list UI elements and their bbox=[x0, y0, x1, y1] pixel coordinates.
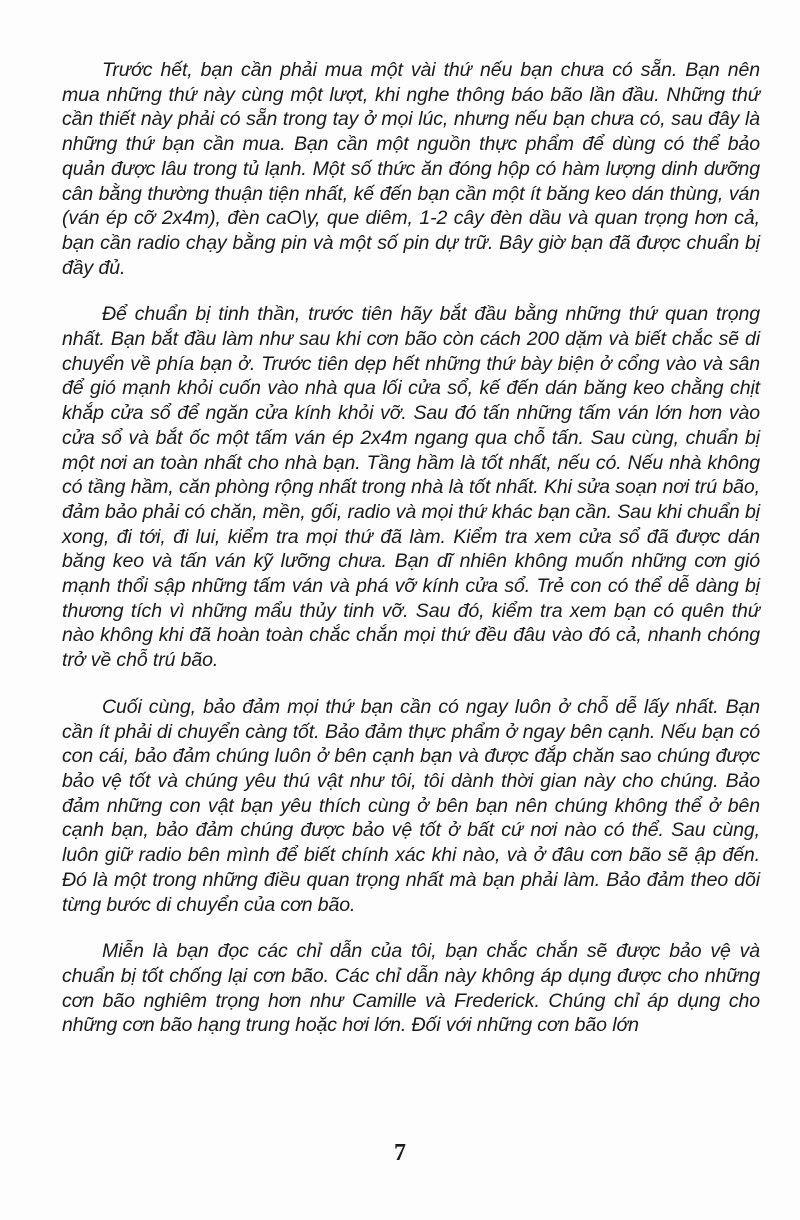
page-number: 7 bbox=[394, 1140, 406, 1166]
paragraph-1: Trước hết, bạn cần phải mua một vài thứ nếu bạn chưa có sẵn. Bạn nên mua những thứ này cùng một lượt, khi nghe thông báo bão lần đầu. Những thứ cần thiết này phải có sẵn trong tay ở mọi lúc, nhưng nếu bạn chưa có, sau đây là những thứ bạn cần mua. Bạn cần một nguồn thực phẩm để dùng có thể bảo quản được lâu trong tủ lạnh. Một số thức ăn đóng hộp có hàm lượng dinh dưỡng cân bằng thường thuận tiện nhất, kế đến bạn cần một ít băng keo dán thùng, ván (ván ép cỡ 2x4m), đèn caO\y, que diêm, 1-2 cây đèn dầu và quan trọng hơn cả, bạn cần radio chạy bằng pin và một số pin dự trữ. Bây giờ bạn đã được chuẩn bị đầy đủ. bbox=[62, 59, 760, 279]
page-body bbox=[62, 58, 760, 1060]
paragraph-3: Cuối cùng, bảo đảm mọi thứ bạn cần có ngay luôn ở chỗ dễ lấy nhất. Bạn cần ít phải di chuyển càng tốt. Bảo đảm thực phẩm ở ngay bên cạnh. Nếu bạn có con cái, bảo đảm chúng luôn ở bên cạnh bạn và được đắp chăn sao chúng được bảo vệ tốt và chúng yêu thú vật như tôi, tôi dành thời gian này cho chúng. Bảo đảm những con vật bạn yêu thích cùng ở bên bạn nên chúng không thể ở bên cạnh bạn, bảo đảm chúng được bảo vệ tốt ở bất cứ nơi nào có thể. Sau cùng, luôn giữ radio bên mình để biết chính xác khi nào, và ở đâu cơn bão sẽ ập đến. Đó là một trong những điều quan trọng nhất mà bạn phải làm. Bảo đảm theo dõi từng bước di chuyển của cơn bão. bbox=[62, 695, 760, 916]
paragraph-4: Miễn là bạn đọc các chỉ dẫn của tôi, bạn chắc chắn sẽ được bảo vệ và chuẩn bị tốt chống lại cơn bão. Các chỉ dẫn này không áp dụng được cho những cơn bão nghiêm trọng hơn như Camille và Frederick. Chúng chỉ áp dụng cho những cơn bão hạng trung hoặc hơi lớn. Đối với những cơn bão lớn bbox=[62, 940, 760, 1037]
paragraph-2: Để chuẩn bị tinh thần, trước tiên hãy bắt đầu bằng những thứ quan trọng nhất. Bạn bắt đầu làm như sau khi cơn bão còn cách 200 dặm và biết chắc sẽ di chuyển về phía bạn ở. Trước tiên dẹp hết những thứ bày biện ở cổng vào và sân để gió mạnh khỏi cuốn vào nhà qua lối cửa sổ, kế đến dán băng keo chằng chịt khắp cửa sổ để ngăn cửa kính khỏi vỡ. Sau đó tấn những tấm ván lớn hơn vào cửa sổ và bắt ốc một tấm ván ép 2x4m ngang qua chỗ tấn. Sau cùng, chuẩn bị một nơi an toàn nhất cho nhà bạn. Tầng hầm là tốt nhất, nếu có. Nếu nhà không có tầng hầm, căn phòng rộng nhất trong nhà là tốt nhất. Khi sửa soạn nơi trú bão, đảm bảo phải có chăn, mền, gối, radio và mọi thứ khác bạn cần. Sau khi chuẩn bị xong, đi tới, đi lui, kiểm tra mọi thứ đã làm. Kiểm tra xem cửa sổ đã được dán băng keo và tấn ván kỹ lưỡng chưa. Bạn dĩ nhiên không muốn những cơn gió mạnh thổi sập những tấm ván và phá vỡ kính cửa sổ. Trẻ con có thể dễ dàng bị thương tích vì những mẩu thủy tinh vỡ. Sau đó, kiểm tra xem bạn có quên thứ nào không khi đã hoàn toàn chắc chắn mọi thứ đều đâu vào đó cả, nhanh chóng trở về chỗ trú bão. bbox=[62, 303, 760, 672]
